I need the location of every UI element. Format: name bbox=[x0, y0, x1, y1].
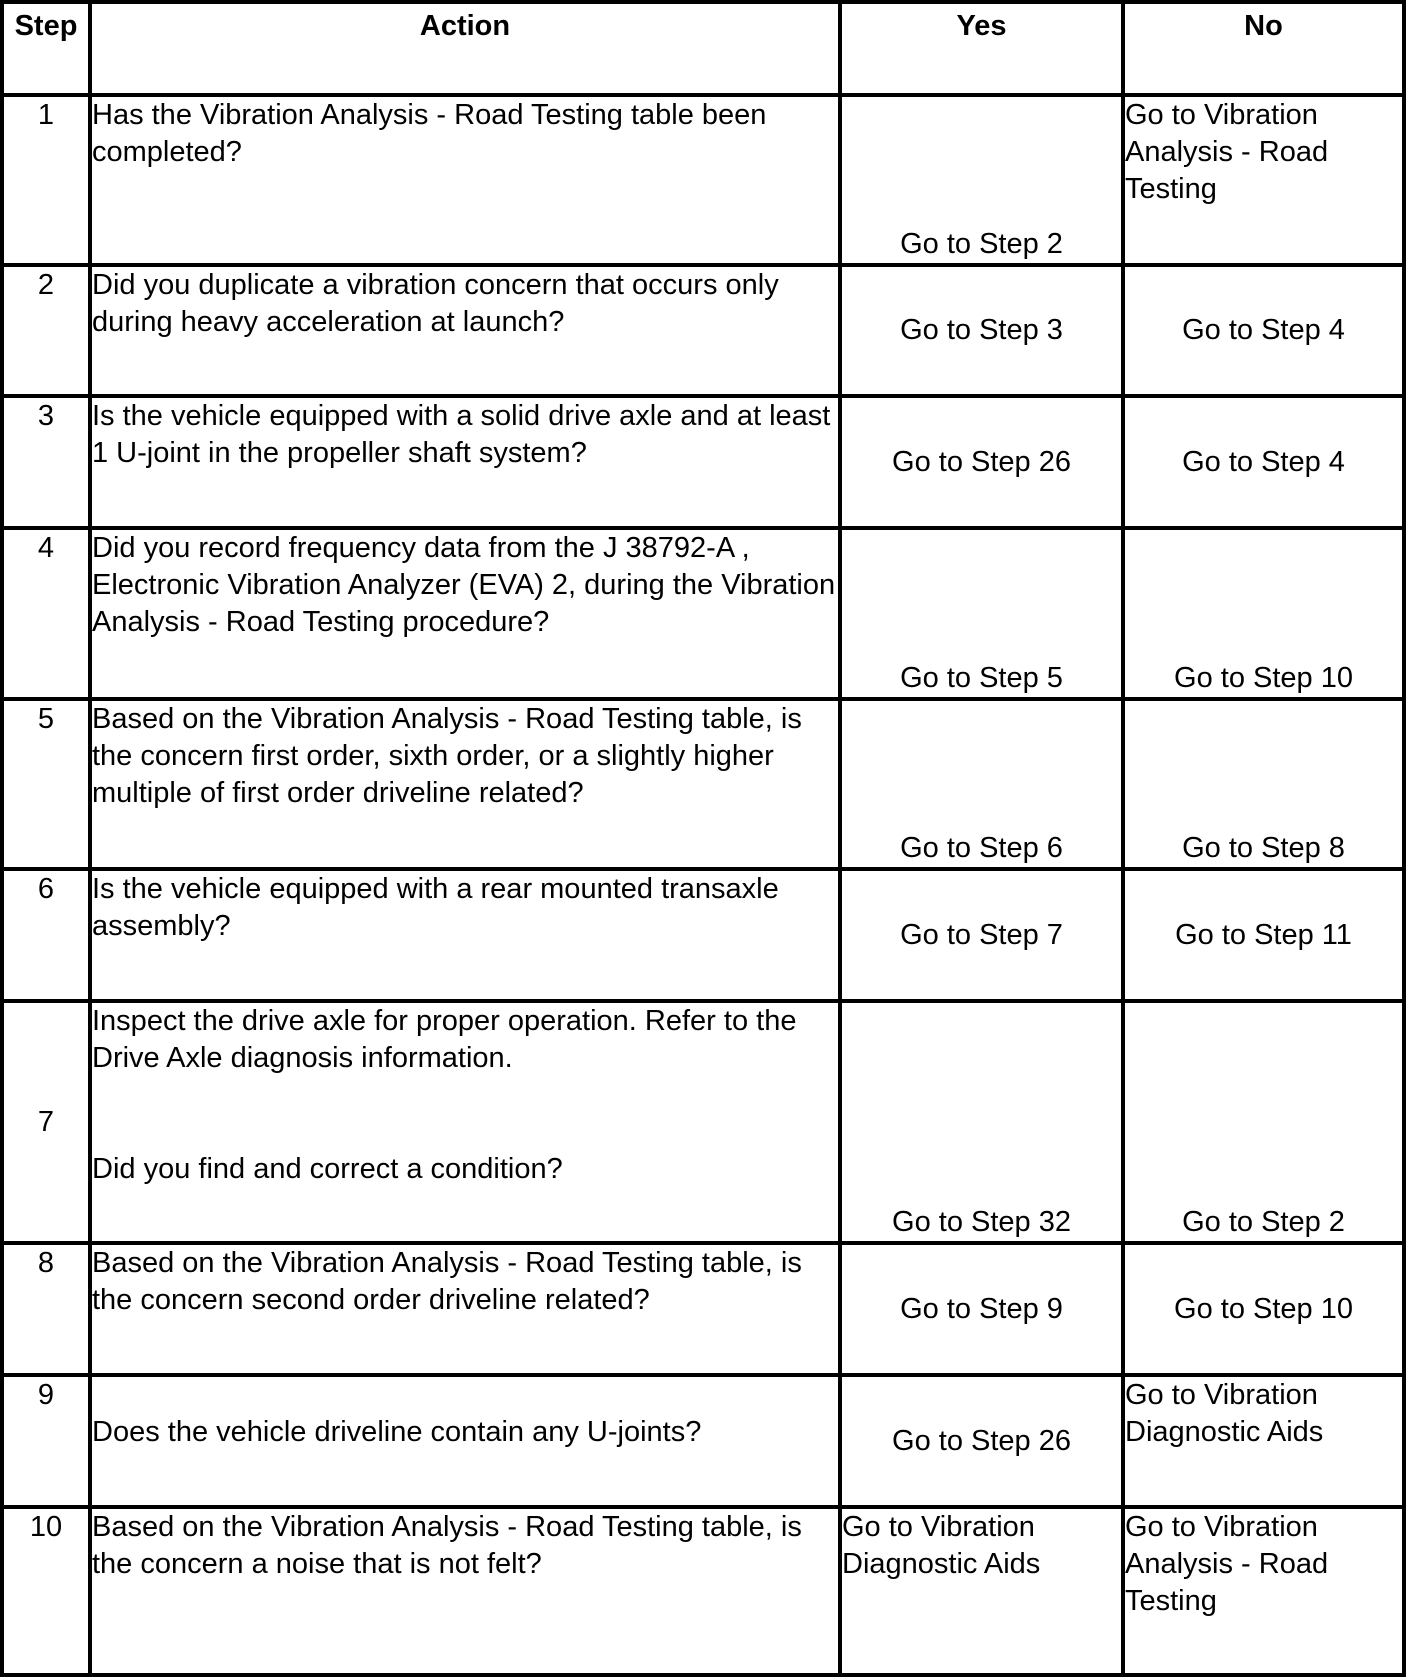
step-number: 3 bbox=[2, 396, 90, 528]
step-number: 7 bbox=[2, 1001, 90, 1243]
yes-outcome: Go to Vibration Diagnostic Aids bbox=[840, 1507, 1123, 1675]
no-outcome: Go to Step 10 bbox=[1123, 528, 1404, 699]
action-cell bbox=[90, 1001, 840, 1243]
action-text: Based on the Vibration Analysis - Road Testing table, is the concern a noise that is not felt? bbox=[90, 1507, 840, 1675]
action-text: Did you duplicate a vibration concern that occurs only during heavy acceleration at launch? bbox=[90, 265, 840, 396]
yes-outcome: Go to Step 26 bbox=[840, 1375, 1123, 1507]
no-outcome: Go to Step 4 bbox=[1123, 396, 1404, 528]
yes-outcome: Go to Step 9 bbox=[840, 1243, 1123, 1375]
table-row bbox=[2, 265, 1404, 396]
header-action: Action bbox=[90, 2, 840, 95]
action-text: Inspect the drive axle for proper operation. Refer to the Drive Axle diagnosis information. bbox=[92, 1005, 797, 1074]
table-row bbox=[2, 528, 1404, 699]
step-number: 9 bbox=[2, 1375, 90, 1507]
yes-outcome: Go to Step 5 bbox=[840, 528, 1123, 699]
action-text: Has the Vibration Analysis - Road Testing table been completed? bbox=[90, 95, 840, 265]
no-outcome: Go to Step 2 bbox=[1123, 1001, 1404, 1243]
no-outcome: Go to Vibration Analysis - Road Testing bbox=[1123, 1507, 1404, 1675]
table-row bbox=[2, 699, 1404, 869]
step-number: 8 bbox=[2, 1243, 90, 1375]
no-outcome: Go to Vibration Analysis - Road Testing bbox=[1123, 95, 1404, 265]
table-row bbox=[2, 1375, 1404, 1507]
action-text: Is the vehicle equipped with a rear mounted transaxle assembly? bbox=[90, 869, 840, 1001]
yes-outcome: Go to Step 3 bbox=[840, 265, 1123, 396]
no-outcome: Go to Step 4 bbox=[1123, 265, 1404, 396]
no-outcome: Go to Vibration Diagnostic Aids bbox=[1123, 1375, 1404, 1507]
no-outcome: Go to Step 11 bbox=[1123, 869, 1404, 1001]
action-text: Does the vehicle driveline contain any U-joints? bbox=[90, 1375, 840, 1507]
table-row bbox=[2, 1243, 1404, 1375]
action-text: Is the vehicle equipped with a solid drive axle and at least 1 U-joint in the propeller shaft system? bbox=[90, 396, 840, 528]
table-row bbox=[2, 1001, 1404, 1243]
step-number: 4 bbox=[2, 528, 90, 699]
yes-outcome: Go to Step 7 bbox=[840, 869, 1123, 1001]
action-text: Did you record frequency data from the J 38792-A , Electronic Vibration Analyzer (EVA) 2, during the Vibration Analysis - Road Testing procedure? bbox=[90, 528, 840, 699]
action-text: Based on the Vibration Analysis - Road Testing table, is the concern second order driveline related? bbox=[90, 1243, 840, 1375]
table-row bbox=[2, 396, 1404, 528]
step-number: 5 bbox=[2, 699, 90, 869]
header-no: No bbox=[1123, 2, 1404, 95]
step-number: 1 bbox=[2, 95, 90, 265]
no-outcome: Go to Step 10 bbox=[1123, 1243, 1404, 1375]
header-yes: Yes bbox=[840, 2, 1123, 95]
table-row bbox=[2, 95, 1404, 265]
header-step: Step bbox=[2, 2, 90, 95]
yes-outcome: Go to Step 6 bbox=[840, 699, 1123, 869]
action-question: Did you find and correct a condition? bbox=[92, 1153, 563, 1185]
yes-outcome: Go to Step 32 bbox=[840, 1001, 1123, 1243]
action-spacer bbox=[92, 1077, 838, 1151]
table-row bbox=[2, 869, 1404, 1001]
no-outcome: Go to Step 8 bbox=[1123, 699, 1404, 869]
action-text: Based on the Vibration Analysis - Road Testing table, is the concern first order, sixth order, or a slightly higher multiple of first order driveline related? bbox=[90, 699, 840, 869]
yes-outcome: Go to Step 26 bbox=[840, 396, 1123, 528]
header-row bbox=[2, 2, 1404, 95]
yes-outcome: Go to Step 2 bbox=[840, 95, 1123, 265]
step-number: 6 bbox=[2, 869, 90, 1001]
step-number: 2 bbox=[2, 265, 90, 396]
step-number: 10 bbox=[2, 1507, 90, 1675]
table-row bbox=[2, 1507, 1404, 1675]
